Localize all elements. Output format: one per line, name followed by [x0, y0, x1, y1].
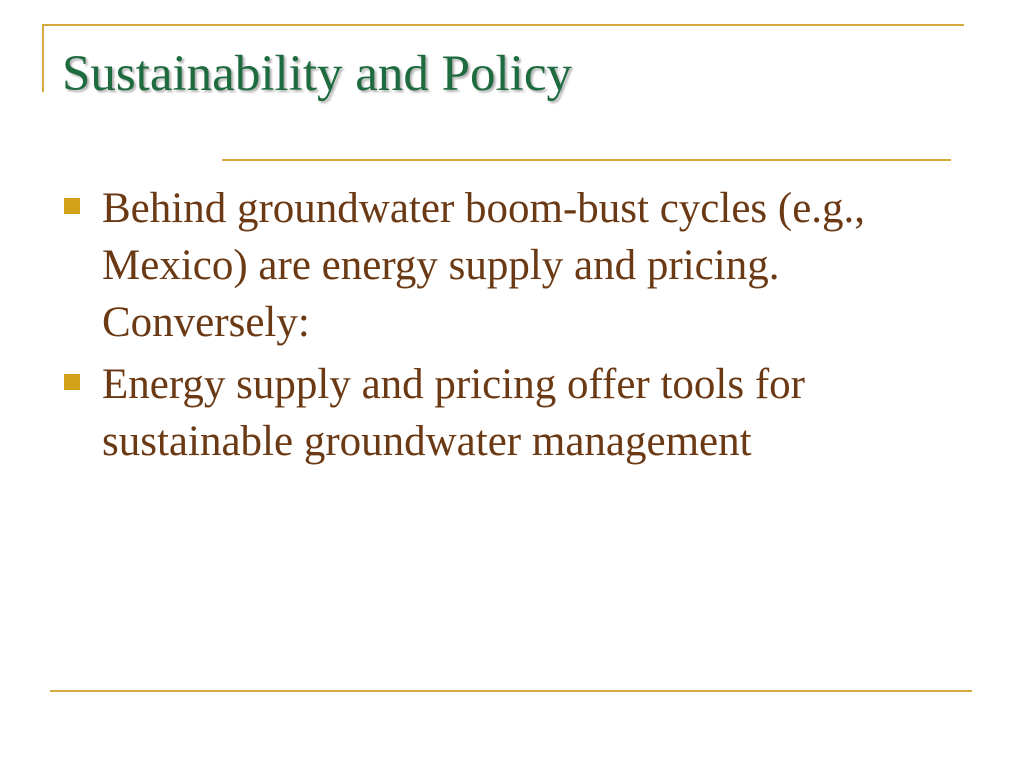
bullet-item	[62, 356, 962, 470]
square-bullet-icon	[64, 198, 80, 214]
square-bullet-icon	[64, 374, 80, 390]
top-horizontal-rule	[42, 24, 964, 26]
bullet-text: Behind groundwater boom-bust cycles (e.g., Mexico) are energy supply and pricing. Conversely:	[102, 185, 866, 346]
bullet-list	[62, 180, 962, 475]
bottom-horizontal-rule	[50, 690, 972, 692]
slide-title: Sustainability and Policy	[62, 46, 572, 102]
bullet-item	[62, 180, 962, 351]
top-left-vertical-rule	[42, 24, 44, 92]
title-underline-rule	[222, 159, 951, 161]
bullet-text: Energy supply and pricing offer tools for sustainable groundwater management	[102, 361, 805, 465]
